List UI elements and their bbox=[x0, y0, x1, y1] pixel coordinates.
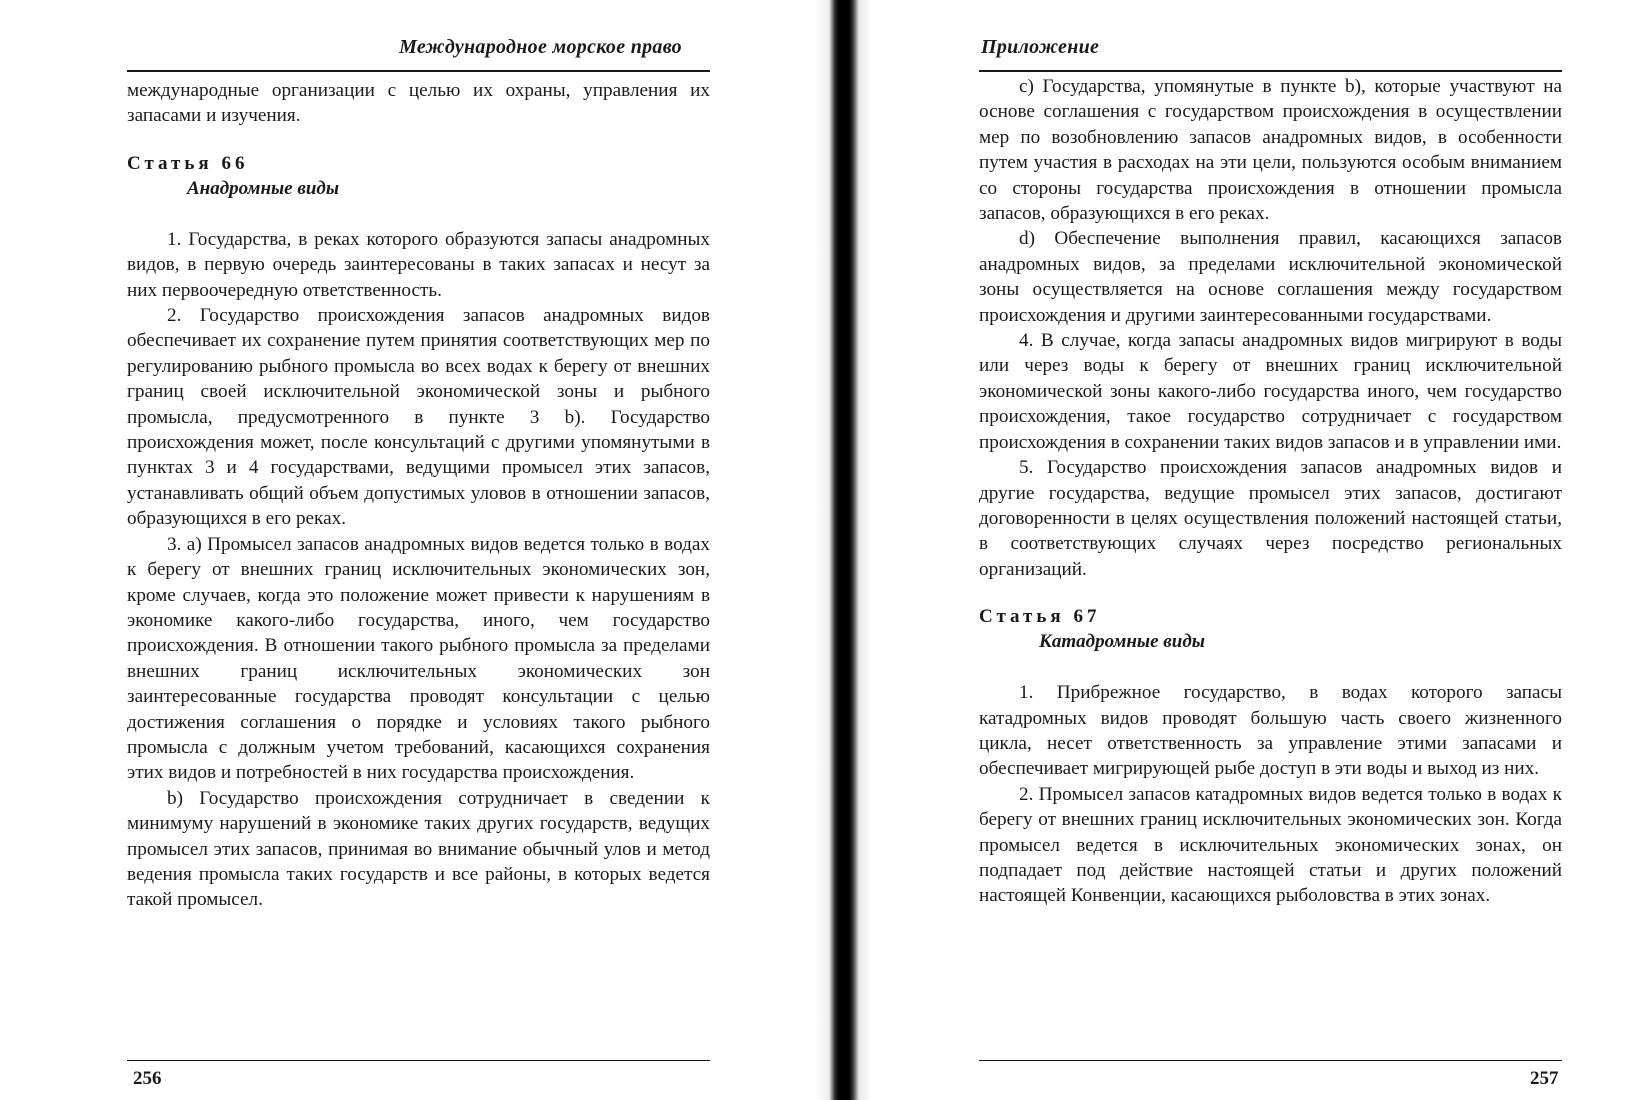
article-66-paragraph-2: 2. Государство происхождения запасов анадромных видов обеспечивает их сохранение путем принятия соответствующих мер по регулированию рыбного промысла во всех водах к берегу от внешних границ своей исключительной экономической зоны и рыбного промысла, предусмотренного в пункте 3 b). Государство происхождения может, после консультаций с другими упомянутыми в пунктах 3 и 4 государствами, ведущими промысел этих запасов, устанавливать общий объем допустимых уловов в отношении запасов, образующихся в его реках. bbox=[127, 305, 710, 530]
header-rule-left bbox=[127, 70, 710, 72]
article-67-subtitle: Катадромные виды bbox=[1039, 631, 1205, 653]
article-66-paragraph-5: 5. Государство происхождения запасов анадромных видов и другие государства, ведущие промысел этих запасов, достигают договоренности в целях осуществления положений настоящей статьи, в соответствующих случаях через посредство региональных организаций. bbox=[979, 457, 1562, 580]
running-head-right: Приложение bbox=[981, 36, 1100, 58]
article-66-paragraph-1: 1. Государства, в реках которого образуются запасы анадромных видов, в первую очередь заинтересованы в таких запасах и несут за них первоочередную ответственность. bbox=[127, 228, 710, 301]
article-67-paragraph-1: 1. Прибрежное государство, в водах которого запасы катадромных видов проводят большую часть своего жизненного цикла, несет ответственность за управление этими запасами и обеспечивает мигрирующей рыбе доступ в эти воды и выход из них. bbox=[979, 682, 1562, 780]
book-spine-shadow bbox=[815, 0, 871, 1100]
article-67-title: Статья 67 bbox=[979, 606, 1101, 628]
page-number-right: 257 bbox=[1530, 1068, 1559, 1089]
article-66-paragraph-3b: b) Государство происхождения сотрудничает в сведении к минимуму нарушений в экономике таких других государств, ведущих промысел этих запасов, принимая во внимание обычный улов и метод ведения промысла таких государств и все районы, в которых ведется такой промысел. bbox=[127, 787, 710, 911]
right-page bbox=[871, 0, 1646, 1100]
right-page-body bbox=[979, 74, 1562, 909]
article-66-paragraph-3a: 3. а) Промысел запасов анадромных видов ведется только в водах к берегу от внешних границ исключительных экономических зон, кроме случаев, когда это положение может привести к нарушениям в экономике какого-либо государства, иного, чем государство происхождения. В отношении такого рыбного промысла за пределами внешних границ исключительных экономических зон заинтересованные государства проводят консультации с целью достижения соглашения о порядке и условиях такого рыбного промысла с должным учетом требований, касающихся сохранения этих видов и потребностей в них государства происхождения. bbox=[127, 533, 710, 784]
running-head-left: Международное морское право bbox=[399, 36, 682, 58]
left-page bbox=[0, 0, 815, 1100]
footer-rule-right bbox=[979, 1060, 1562, 1061]
intro-paragraph: международные организации с целью их охраны, управления их запасами и изучения. bbox=[127, 80, 710, 127]
article-66-paragraph-3c: с) Государства, упомянутые в пункте b), которые участвуют на основе соглашения с государством происхождения в осуществлении мер по возобновлению запасов анадромных видов, в особенности путем участия в расходах на эти цели, пользуются особым вниманием со стороны государства происхождения в отношении промысла запасов, образующихся в его реках. bbox=[979, 76, 1562, 225]
article-66-title: Статья 66 bbox=[127, 152, 249, 174]
page-number-left: 256 bbox=[133, 1068, 162, 1089]
article-66-subtitle: Анадромные виды bbox=[187, 177, 340, 199]
article-66-paragraph-4: 4. В случае, когда запасы анадромных видов мигрируют в воды или через воды к берегу от внешних границ исключительной экономической зоны какого-либо государства иного, чем государство происхождения, такое государство сотрудничает с государством происхождения в сохранении таких видов запасов и в управлении ими. bbox=[979, 330, 1562, 453]
article-67-paragraph-2: 2. Промысел запасов катадромных видов ведется только в водах к берегу от внешних границ исключительных экономических зон. Когда промысел ведется в исключительных экономических зонах, он подпадает под действие настоящей статьи и других положений настоящей Конвенции, касающихся рыболовства в этих зонах. bbox=[979, 783, 1562, 907]
article-66-paragraph-3d: d) Обеспечение выполнения правил, касающихся запасов анадромных видов, за пределами исключительной экономической зоны осуществляется на основе соглашения между государством происхождения и другими заинтересованными государствами. bbox=[979, 228, 1562, 326]
footer-rule-left bbox=[127, 1060, 710, 1061]
header-rule-right bbox=[979, 70, 1562, 72]
left-page-body bbox=[127, 78, 710, 913]
